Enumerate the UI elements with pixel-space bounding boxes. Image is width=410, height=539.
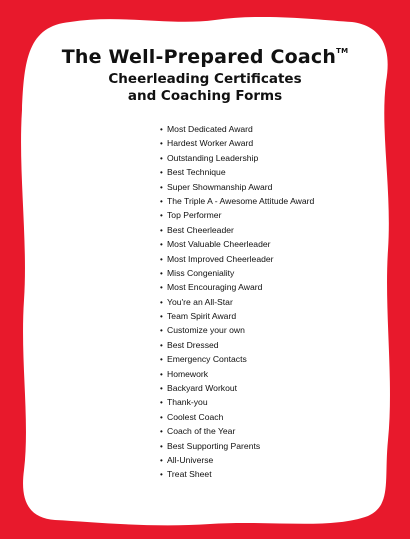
list-item — [160, 453, 314, 467]
list-item — [160, 295, 314, 309]
bullet-icon: • — [160, 441, 163, 451]
title-text: The Well-Prepared Coach — [61, 46, 337, 68]
list-item-label: Outstanding Leadership — [167, 152, 259, 163]
list-item — [160, 352, 314, 366]
bullet-icon: • — [160, 326, 163, 336]
bullet-icon: • — [160, 369, 163, 379]
bullet-icon: • — [160, 182, 163, 192]
list-item-label: Top Performer — [167, 210, 222, 221]
subtitle-line-2: and Coaching Forms — [127, 88, 283, 104]
bullet-icon: • — [160, 340, 163, 350]
bullet-icon: • — [160, 139, 163, 149]
list-item-label: Emergency Contacts — [167, 354, 247, 365]
certificate-list — [160, 122, 314, 482]
bullet-icon: • — [160, 297, 163, 307]
list-item-label: Best Supporting Parents — [167, 440, 261, 451]
list-item — [160, 252, 314, 266]
bullet-icon: • — [160, 412, 163, 422]
list-item — [160, 180, 314, 194]
bullet-icon: • — [160, 125, 163, 134]
bullet-icon: • — [160, 384, 163, 394]
list-item — [160, 237, 314, 251]
bullet-icon: • — [160, 268, 163, 278]
list-item-label: Best Cheerleader — [167, 224, 234, 235]
list-item — [160, 223, 314, 237]
list-item-label: Thank-you — [167, 397, 208, 408]
list-item-label: Most Encouraging Award — [167, 282, 263, 293]
list-item — [160, 122, 314, 136]
list-item-label: You're an All-Star — [167, 296, 233, 307]
list-item-label: Miss Congeniality — [167, 267, 235, 278]
list-item-label: Most Dedicated Award — [167, 124, 253, 134]
list-item — [160, 395, 314, 409]
trademark-mark: TM — [336, 47, 349, 55]
list-item — [160, 424, 314, 438]
page-title — [0, 46, 410, 68]
bullet-icon: • — [160, 225, 163, 235]
bullet-icon: • — [160, 355, 163, 365]
bullet-icon: • — [160, 398, 163, 408]
list-item — [160, 439, 314, 453]
list-item — [160, 323, 314, 337]
bullet-icon: • — [160, 168, 163, 178]
list-item — [160, 280, 314, 294]
list-item-label: The Triple A - Awesome Attitude Award — [167, 195, 315, 206]
bullet-icon: • — [160, 455, 163, 465]
list-item — [160, 165, 314, 179]
list-item — [160, 151, 314, 165]
bullet-icon: • — [160, 211, 163, 221]
bullet-icon: • — [160, 427, 163, 437]
bullet-icon: • — [160, 153, 163, 163]
list-item-label: Hardest Worker Award — [167, 138, 254, 149]
list-item-label: Coach of the Year — [167, 426, 236, 437]
list-item — [160, 208, 314, 222]
bullet-icon: • — [160, 196, 163, 206]
list-item-label: All-Universe — [167, 454, 214, 465]
list-item-label: Best Technique — [167, 167, 226, 178]
list-item-label: Team Spirit Award — [167, 311, 237, 322]
list-item — [160, 309, 314, 323]
list-item-label: Super Showmanship Award — [167, 181, 273, 192]
list-item-label: Backyard Workout — [167, 383, 238, 394]
list-item — [160, 194, 314, 208]
list-item-label: Customize your own — [167, 325, 245, 336]
list-item-label: Homework — [167, 368, 209, 379]
list-item-label: Most Improved Cheerleader — [167, 253, 274, 264]
list-item — [160, 410, 314, 424]
list-item — [160, 467, 314, 481]
list-item-label: Treat Sheet — [167, 469, 212, 480]
bullet-icon: • — [160, 312, 163, 322]
page-subtitle — [0, 71, 410, 105]
subtitle-line-1: Cheerleading Certificates — [108, 71, 302, 87]
list-item — [160, 367, 314, 381]
list-item — [160, 266, 314, 280]
bullet-icon: • — [160, 254, 163, 264]
bullet-icon: • — [160, 240, 163, 250]
list-item-label: Most Valuable Cheerleader — [167, 239, 271, 250]
bullet-icon: • — [160, 470, 163, 480]
list-item — [160, 338, 314, 352]
bullet-icon: • — [160, 283, 163, 293]
list-item-label: Best Dressed — [167, 339, 219, 350]
list-item-label: Coolest Coach — [167, 411, 224, 422]
list-item — [160, 381, 314, 395]
list-item — [160, 136, 314, 150]
